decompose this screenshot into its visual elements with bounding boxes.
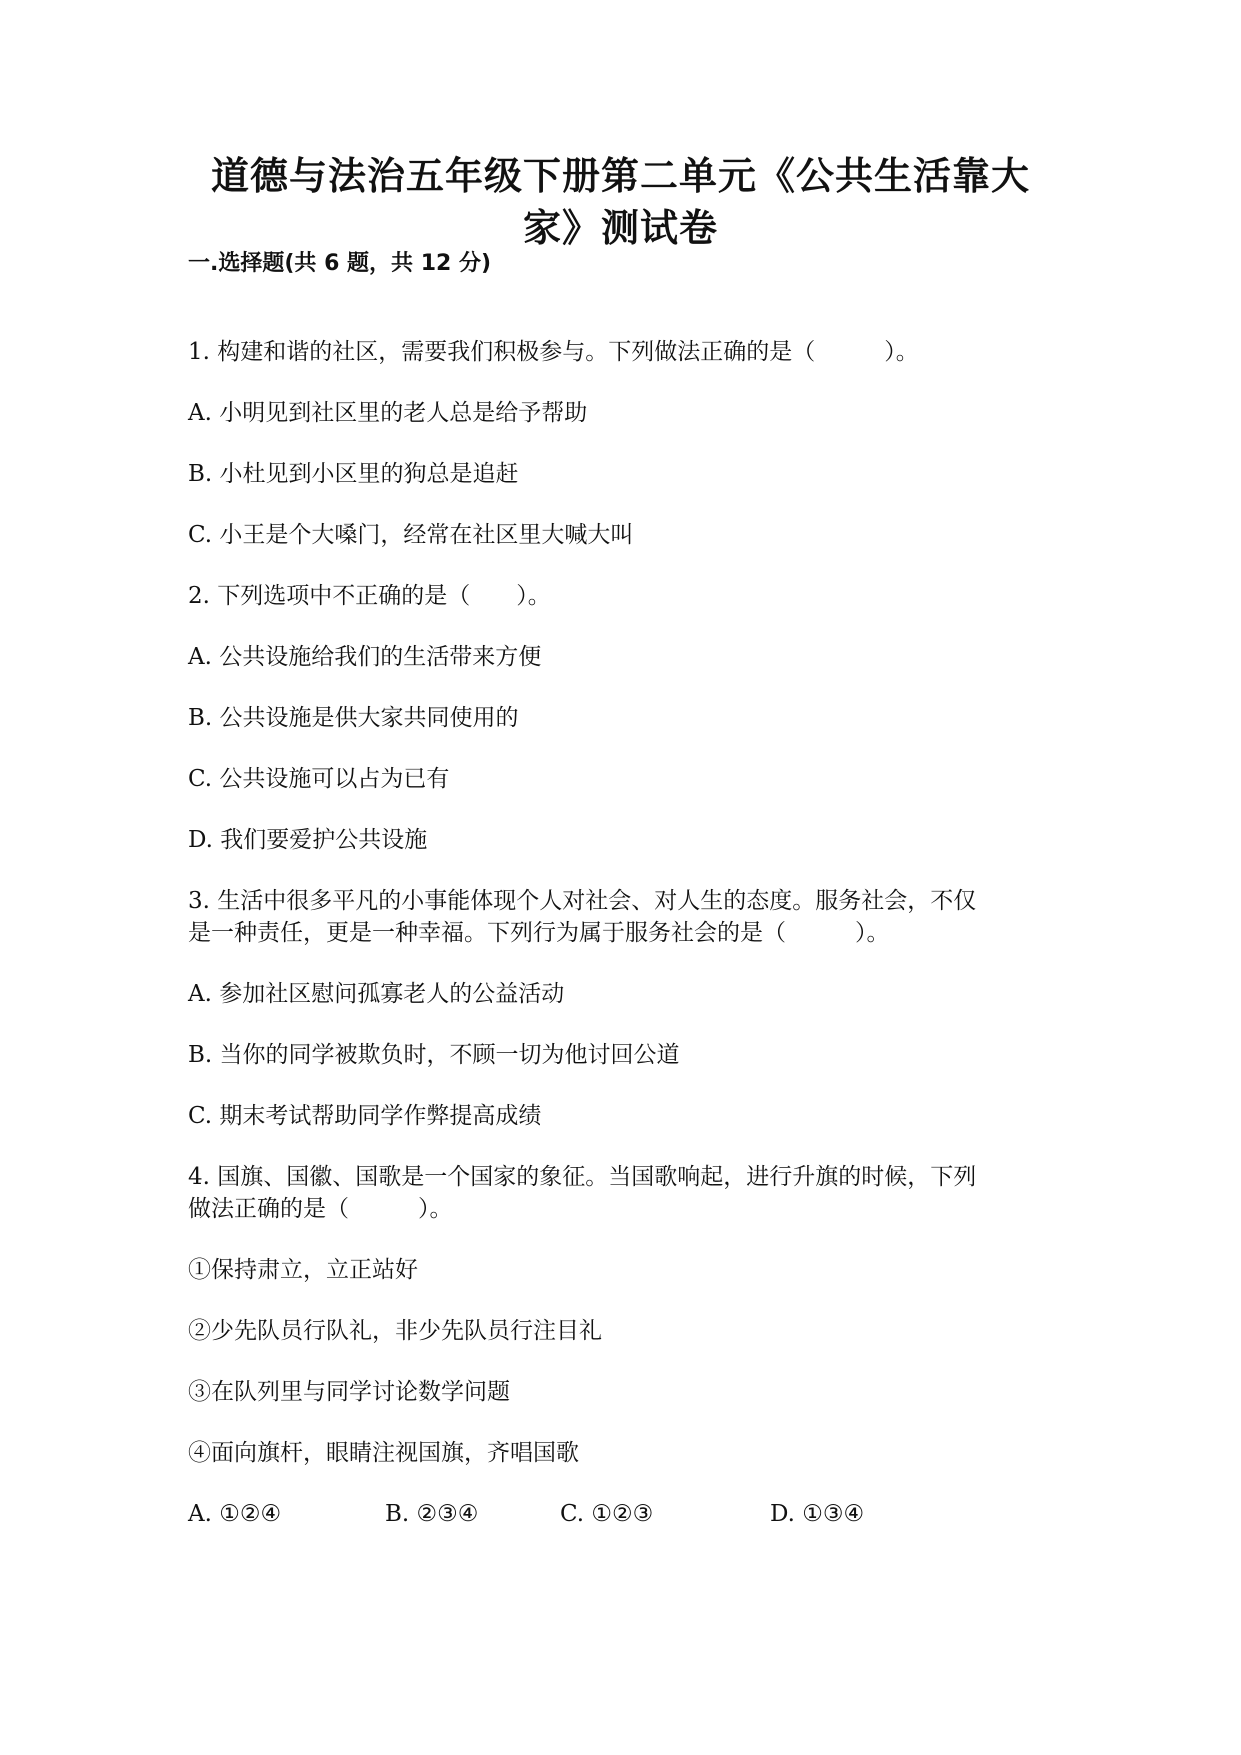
question-4-stem-line-1: 4. 国旗、国徽、国歌是一个国家的象征。当国歌响起，进行升旗的时候，下列 — [188, 1164, 977, 1190]
question-4-option-d: D. ①③④ — [770, 1501, 865, 1527]
question-3-option-b: B. 当你的同学被欺负时，不顾一切为他讨回公道 — [188, 1042, 680, 1068]
question-4-option-c: C. ①②③ — [560, 1501, 654, 1527]
question-3-stem-line-2: 是一种责任，更是一种幸福。下列行为属于服务社会的是（ ）。 — [188, 920, 890, 946]
question-2-option-b: B. 公共设施是供大家共同使用的 — [188, 705, 519, 731]
question-4-item-2: ②少先队员行队礼，非少先队员行注目礼 — [188, 1318, 602, 1344]
question-4-stem-line-2: 做法正确的是（ ）。 — [188, 1196, 453, 1222]
question-1-option-a: A. 小明见到社区里的老人总是给予帮助 — [188, 400, 588, 426]
question-4-item-1: ①保持肃立，立正站好 — [188, 1257, 418, 1283]
question-2-option-d: D. 我们要爱护公共设施 — [188, 827, 428, 853]
question-4-item-4: ④面向旗杆，眼睛注视国旗，齐唱国歌 — [188, 1440, 579, 1466]
question-4-item-3: ③在队列里与同学讨论数学问题 — [188, 1379, 510, 1405]
title-line-2: 家》测试卷 — [522, 206, 718, 250]
question-4-option-b: B. ②③④ — [385, 1501, 479, 1527]
title-line-1: 道德与法治五年级下册第二单元《公共生活靠大 — [210, 154, 1030, 198]
question-3-option-c: C. 期末考试帮助同学作弊提高成绩 — [188, 1103, 542, 1129]
question-1-option-c: C. 小王是个大嗓门，经常在社区里大喊大叫 — [188, 522, 634, 548]
question-1-option-b: B. 小杜见到小区里的狗总是追赶 — [188, 461, 519, 487]
question-1-stem: 1. 构建和谐的社区，需要我们积极参与。下列做法正确的是（ ）。 — [188, 339, 919, 365]
question-4-option-a: A. ①②④ — [188, 1501, 282, 1527]
question-2-stem: 2. 下列选项中不正确的是（ ）。 — [188, 583, 551, 609]
page-title — [150, 150, 1091, 254]
question-3-option-a: A. 参加社区慰问孤寡老人的公益活动 — [188, 981, 565, 1007]
question-2-option-a: A. 公共设施给我们的生活带来方便 — [188, 644, 542, 670]
question-2-option-c: C. 公共设施可以占为已有 — [188, 766, 450, 792]
section-heading: 一.选择题(共 6 题，共 12 分) — [188, 251, 492, 276]
question-3-stem-line-1: 3. 生活中很多平凡的小事能体现个人对社会、对人生的态度。服务社会，不仅 — [188, 888, 977, 914]
question-4-options — [0, 1498, 1241, 1530]
